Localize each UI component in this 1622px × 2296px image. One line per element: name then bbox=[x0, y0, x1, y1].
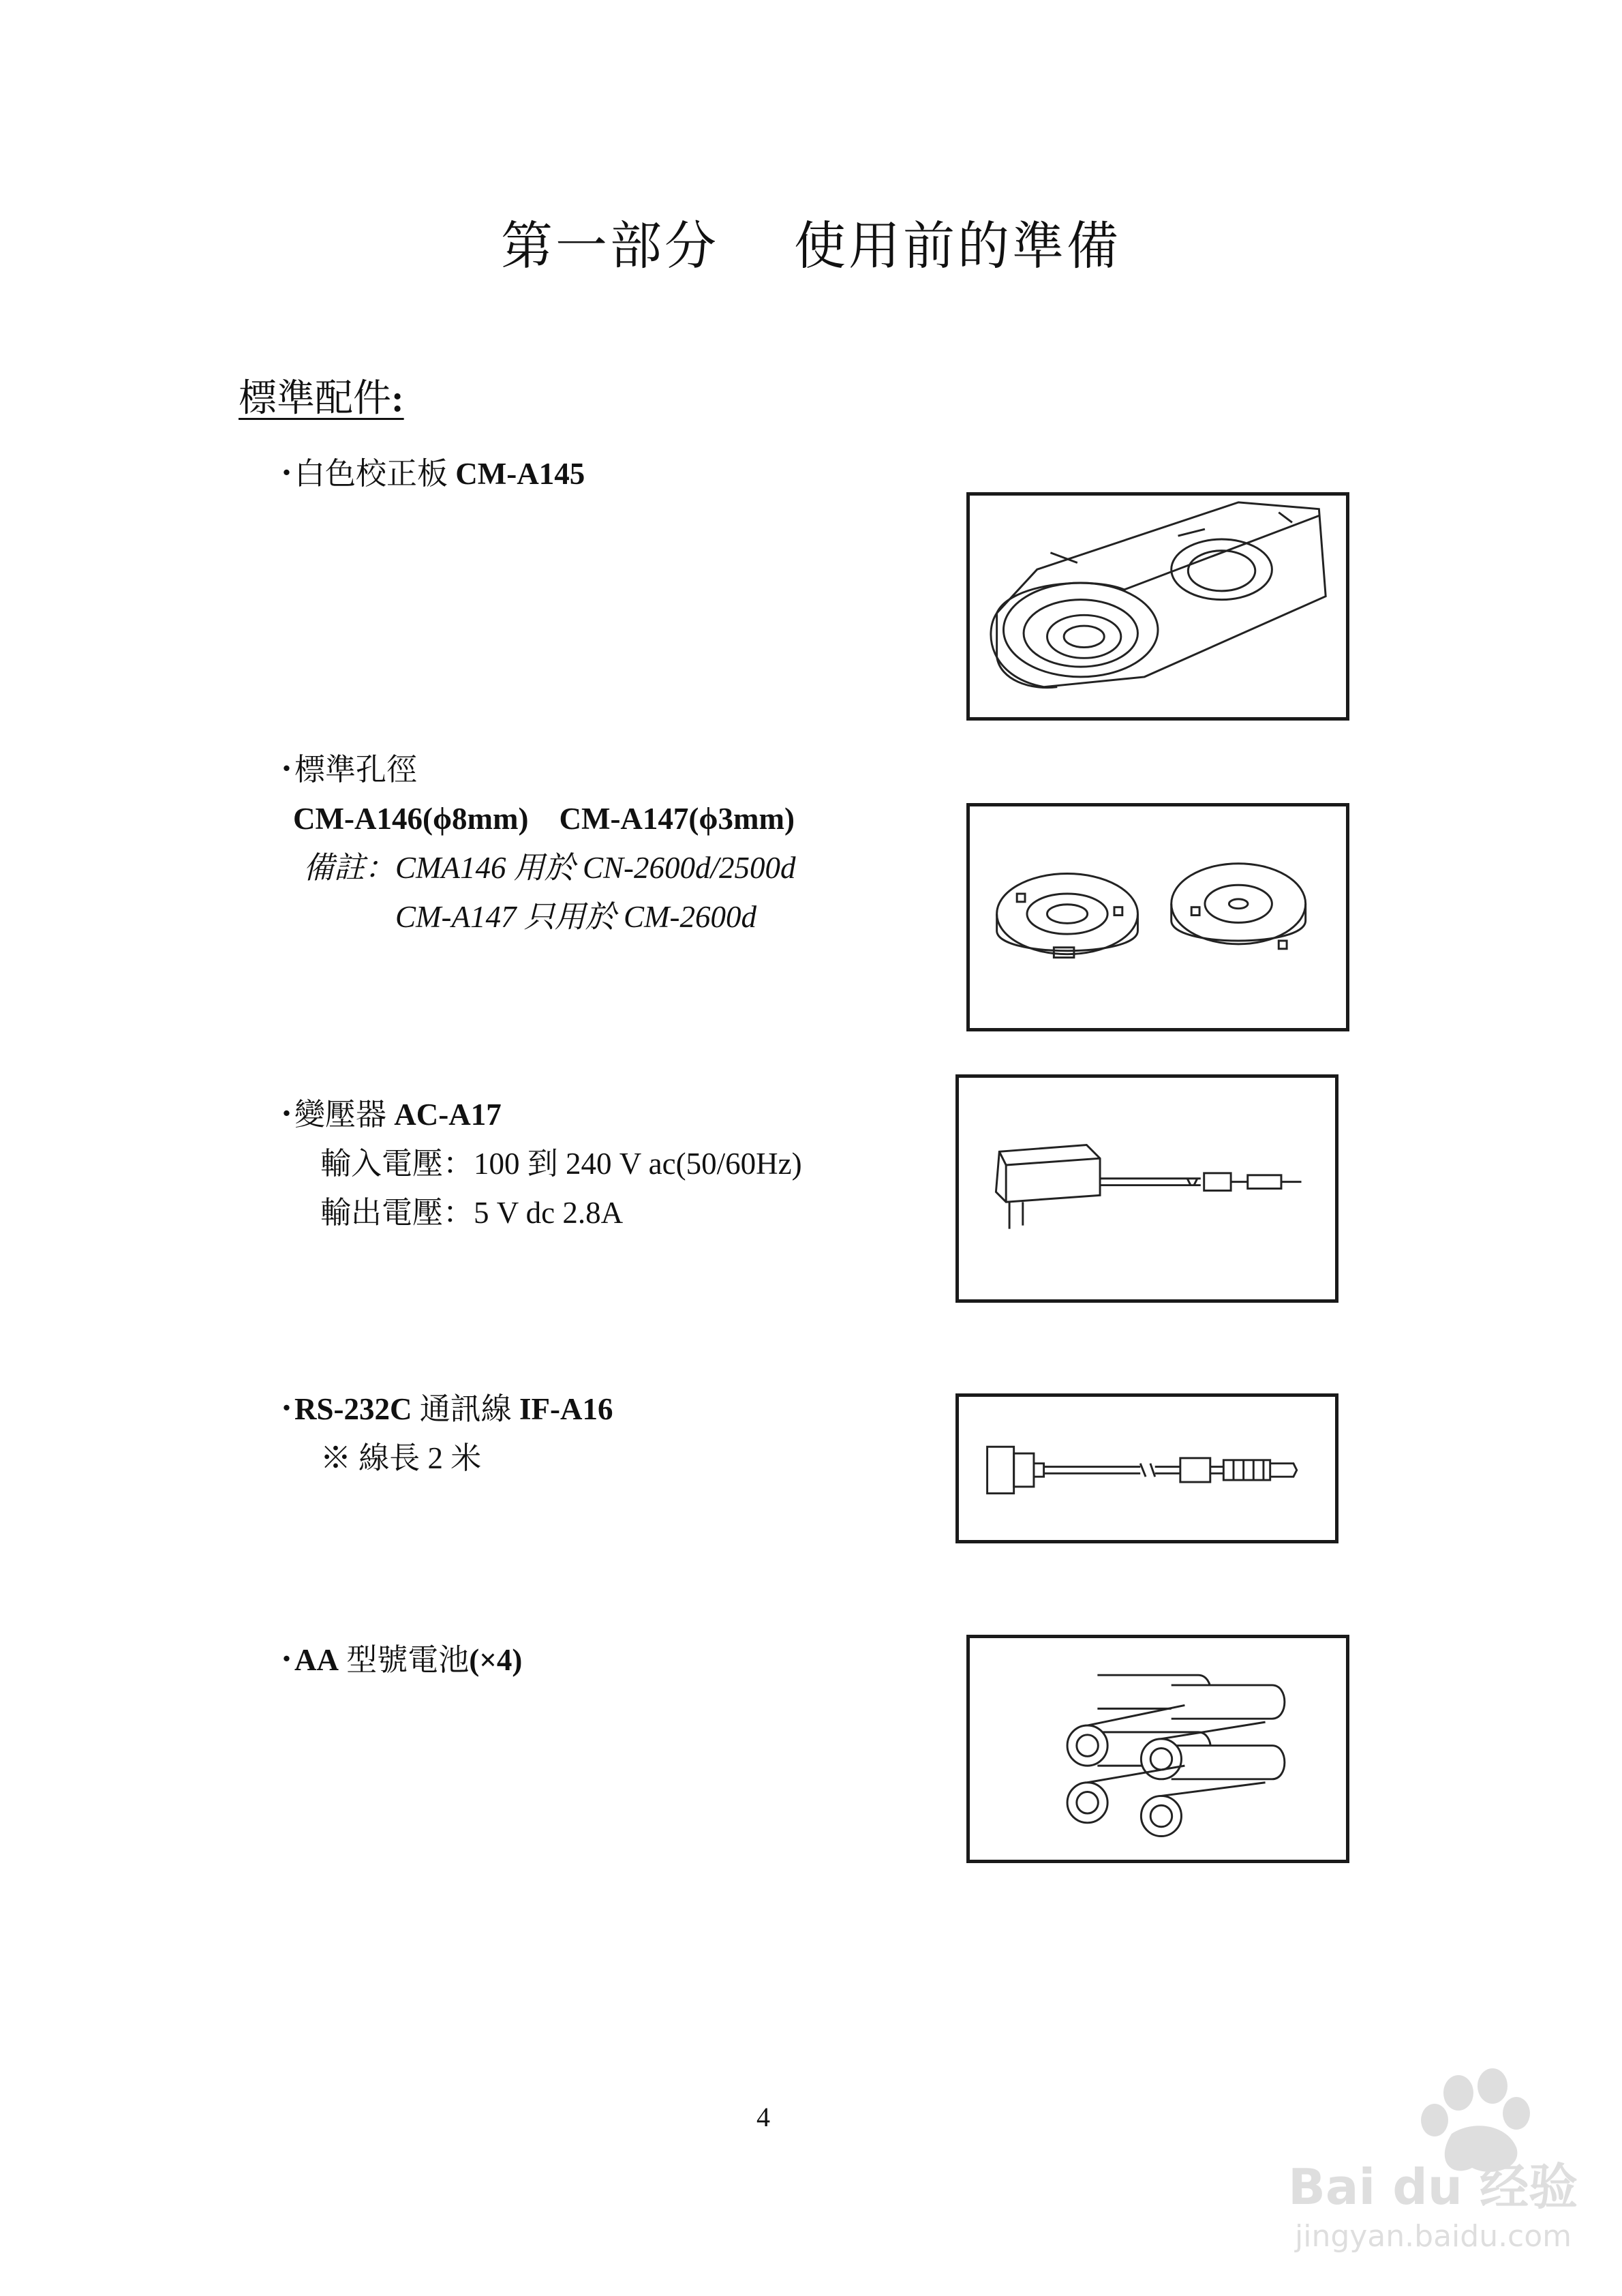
batteries-model: AA bbox=[294, 1643, 339, 1677]
target-mask-models: CM-A146(ϕ8mm) CM-A147(ϕ3mm) bbox=[293, 802, 795, 836]
target-mask-note-2: CM-A147 只用於 CM-2600d bbox=[395, 900, 756, 934]
bullet: ・ bbox=[271, 1392, 303, 1426]
rs232-cable-title bbox=[271, 1384, 613, 1428]
batteries-illustration bbox=[966, 1635, 1349, 1863]
ac-adapter-drawing bbox=[959, 1078, 1335, 1299]
bullet: ・ bbox=[271, 1643, 303, 1677]
calibration-plate-title bbox=[271, 449, 585, 493]
batteries-drawing bbox=[970, 1638, 1346, 1860]
section-heading-text: 標準配件 bbox=[239, 378, 391, 420]
bullet: ・ bbox=[271, 457, 303, 491]
ac-adapter-model: AC-A17 bbox=[394, 1098, 502, 1132]
rs232-cable-illustration bbox=[955, 1393, 1338, 1543]
title-part-1: 第一部分 bbox=[501, 218, 719, 275]
target-mask-illustration bbox=[966, 803, 1349, 1031]
rs232-cable-drawing bbox=[959, 1397, 1335, 1540]
batteries-qty: (×4) bbox=[469, 1643, 523, 1677]
bullet: ・ bbox=[271, 753, 303, 787]
target-mask-name: 標準孔徑 bbox=[294, 753, 418, 787]
ac-adapter-title bbox=[271, 1089, 502, 1134]
target-mask-note-1: 備註：CMA146 用於 CN-2600d/2500d bbox=[303, 851, 796, 885]
section-heading bbox=[239, 368, 404, 423]
calibration-plate-model: CM-A145 bbox=[455, 457, 585, 491]
rs232-prefix: RS-232C bbox=[294, 1392, 412, 1426]
ac-adapter-input: 輸入電壓：100 到 240 V ac(50/60Hz) bbox=[320, 1147, 802, 1181]
baidu-watermark bbox=[1288, 2059, 1578, 2263]
rs232-cable-note: ※ 線長 2 米 bbox=[320, 1441, 482, 1475]
ac-adapter-output: 輸出電壓：5 V dc 2.8A bbox=[320, 1196, 624, 1230]
section-heading-colon: : bbox=[391, 378, 404, 420]
calibration-plate-drawing bbox=[970, 496, 1346, 717]
page-number: 4 bbox=[756, 2102, 770, 2132]
rs232-cable-name: 通訊線 bbox=[412, 1392, 520, 1426]
title-part-2: 使用前的準備 bbox=[794, 218, 1121, 275]
ac-adapter-name: 變壓器 bbox=[294, 1098, 395, 1132]
bullet: ・ bbox=[271, 1098, 303, 1132]
page-title bbox=[0, 205, 1622, 279]
ac-adapter-illustration bbox=[955, 1074, 1338, 1303]
calibration-plate-illustration bbox=[966, 492, 1349, 721]
watermark-logo-text: Bai du 经验 bbox=[1288, 2158, 1578, 2216]
watermark-url: jingyan.baidu.com bbox=[1295, 2219, 1572, 2254]
target-mask-title bbox=[271, 744, 417, 789]
batteries-title bbox=[271, 1635, 522, 1679]
rs232-cable-model: IF-A16 bbox=[519, 1392, 613, 1426]
batteries-name: 型號電池 bbox=[339, 1643, 470, 1677]
target-mask-drawing bbox=[970, 806, 1346, 1028]
calibration-plate-name: 白色校正板 bbox=[294, 457, 456, 491]
